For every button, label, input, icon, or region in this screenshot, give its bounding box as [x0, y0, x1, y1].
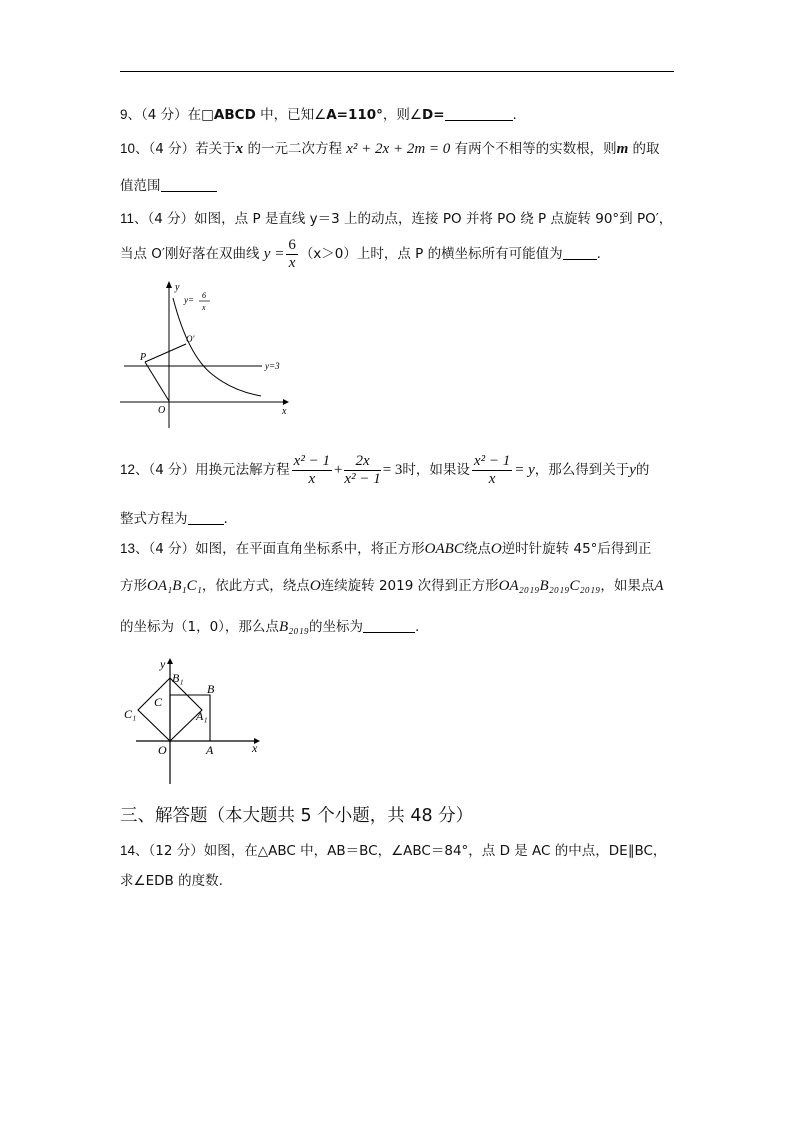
q9-given: A=110° — [326, 107, 383, 123]
question-score: （4 分） — [147, 211, 195, 227]
q13-point-a: A — [654, 578, 664, 594]
question-14-line2 — [120, 872, 223, 890]
fraction-denominator: x — [308, 470, 316, 487]
answer-blank[interactable] — [161, 177, 217, 192]
question-score: （4 分） — [141, 107, 188, 123]
q11-fraction — [286, 237, 298, 272]
q10-text-a: 若关于 — [195, 141, 236, 157]
q12-text-b: 时，如果设 — [402, 462, 470, 478]
q11-line2-a: 当点 O′刚好落在双曲线 — [120, 246, 264, 262]
q12-text-a: 用换元法解方程 — [195, 462, 290, 478]
q10-text-d: 的取 — [628, 141, 660, 157]
q10-var-x: x — [235, 141, 244, 157]
q11-frac-lhs: y = — [263, 246, 285, 262]
fraction-numerator: 2x — [344, 453, 380, 471]
answer-blank[interactable] — [563, 245, 597, 260]
q12-plus: + — [333, 462, 343, 478]
fraction-numerator: x² − 1 — [473, 452, 511, 469]
fraction-denominator: x — [288, 254, 296, 271]
c1-label: C₁ — [124, 707, 137, 721]
q13-square: OABC — [424, 541, 464, 557]
curve-label-den: x — [202, 303, 206, 312]
section-3-heading: 三、解答题（本大题共 5 个小题，共 48 分） — [120, 806, 474, 826]
q12-line2: 整式方程为 — [120, 511, 188, 527]
q13-line2-c: 连续旋转 2019 次得到正方形 — [320, 578, 499, 594]
line-label: y=3 — [265, 361, 280, 371]
parallelogram-symbol: □ — [201, 107, 214, 123]
q13-line1-a: 如图，在平面直角坐标系中，将正方形 — [195, 541, 425, 557]
segment-po — [145, 362, 169, 401]
q13-line3-b: 的坐标为 — [308, 619, 363, 635]
q12-text-d: 的 — [635, 462, 650, 478]
curve-label-num: 6 — [202, 291, 206, 300]
c-label: C — [154, 695, 163, 709]
question-11 — [120, 210, 672, 228]
q13-line2-a: 方形 — [120, 578, 147, 594]
a-label: A — [206, 743, 214, 757]
q11-line1: 如图，点 P 是直线 y＝3 上的动点，连接 PO 并将 PO 绕 P 点旋转 90°到 PO′， — [194, 211, 673, 227]
question-score: （12 分） — [148, 843, 204, 859]
segment-po-prime — [145, 344, 186, 362]
question-10-line2 — [120, 177, 217, 195]
q9-abcd: ABCD — [213, 107, 256, 123]
question-number: 11、 — [120, 211, 148, 226]
q13-point-o: O — [490, 541, 502, 557]
question-14 — [120, 842, 666, 860]
q12-eq3: = 3 — [382, 462, 403, 478]
question-score: （4 分） — [148, 541, 196, 557]
q12-var-y: y — [629, 462, 636, 478]
curve-label-lhs: y= — [184, 295, 195, 305]
q11-end: . — [596, 246, 601, 262]
b-label: B — [207, 682, 215, 696]
q13-square2019: OA₂₀₁₉B₂₀₁₉C₂₀₁₉ — [498, 578, 601, 594]
point-o-prime-label: O' — [186, 334, 195, 344]
x-axis-arrow — [283, 399, 289, 405]
q11-line2-b: （x＞0）上时，点 P 的横坐标所有可能值为 — [299, 246, 563, 262]
a1-label: A₁ — [196, 709, 208, 723]
answer-blank[interactable] — [445, 106, 513, 121]
x-axis-label: x — [282, 406, 287, 417]
q12-fraction-1 — [292, 453, 332, 488]
q13-point-o: O — [309, 578, 321, 594]
question-number: 9、 — [120, 107, 142, 122]
q12-eq-y: = y — [514, 462, 535, 478]
question-number: 14、 — [120, 843, 149, 858]
q9-ask: D= — [422, 107, 445, 123]
question-10 — [120, 140, 660, 158]
y-axis-label: y — [160, 657, 166, 671]
question-12 — [120, 450, 649, 490]
question-number: 12、 — [120, 462, 149, 477]
question-13-line3 — [120, 618, 419, 636]
q10-text-c: 有两个不相等的实数根，则 — [450, 141, 617, 157]
fraction-numerator: 6 — [288, 236, 296, 253]
x-axis-label: x — [252, 741, 258, 755]
q13-b2019: B₂₀₁₉ — [278, 619, 309, 635]
q11-figure — [118, 278, 293, 430]
answer-blank[interactable] — [188, 510, 224, 525]
q14-line1: 如图，在△ABC 中，AB＝BC，∠ABC＝84°，点 D 是 AC 的中点，DE∥BC， — [203, 843, 667, 859]
q13-end: . — [414, 619, 420, 635]
answer-blank[interactable] — [363, 618, 415, 633]
q13-line1-b: 绕点 — [463, 541, 491, 557]
question-12-line2 — [120, 510, 228, 528]
q12-fraction-2 — [344, 453, 380, 488]
q13-line3-a: 的坐标为（1，0），那么点 — [120, 619, 279, 635]
q13-line2-d: ，如果点 — [600, 578, 655, 594]
q13-square1: OA₁B₁C₁ — [147, 578, 202, 594]
hyperbola-curve — [173, 298, 261, 396]
question-number: 10、 — [120, 141, 149, 156]
q14-line2: 求∠EDB 的度数. — [120, 873, 223, 889]
q9-text-c: ，则∠ — [382, 107, 422, 123]
fraction-numerator: x² − 1 — [293, 452, 330, 469]
b1-label: B₁ — [172, 671, 184, 685]
q10-var-m: m — [616, 141, 629, 157]
q12-end: . — [223, 511, 228, 527]
q9-end: . — [512, 107, 517, 123]
fraction-denominator: x² − 1 — [344, 470, 381, 487]
question-11-line2 — [120, 234, 601, 274]
q10-line2: 值范围 — [120, 178, 161, 194]
y-axis-arrow — [167, 658, 173, 664]
q9-text-b: 中，已知∠ — [255, 107, 327, 123]
q13-line2-b: ，依此方式，绕点 — [201, 578, 310, 594]
question-number: 13、 — [120, 541, 149, 556]
fraction-denominator: x — [488, 470, 496, 487]
question-score: （4 分） — [148, 141, 196, 157]
point-p-label: P — [140, 352, 147, 363]
question-score: （4 分） — [148, 462, 196, 478]
q10-equation: x² + 2x + 2m = 0 — [346, 141, 451, 157]
question-13-line2 — [120, 577, 664, 595]
q12-text-c: ，那么得到关于 — [534, 462, 630, 478]
origin-label: O — [158, 405, 166, 416]
header-rule — [120, 71, 674, 72]
y-axis-label: y — [175, 282, 180, 293]
q13-figure — [118, 654, 268, 786]
question-13 — [120, 540, 651, 558]
y-axis-arrow — [166, 281, 172, 288]
question-9 — [120, 106, 517, 124]
q9-text-a: 在 — [187, 107, 202, 123]
q13-line1-c: 逆时针旋转 45°后得到正 — [501, 541, 652, 557]
origin-label: O — [158, 743, 167, 757]
q12-fraction-3 — [472, 453, 512, 488]
q10-text-b: 的一元二次方程 — [243, 141, 347, 157]
